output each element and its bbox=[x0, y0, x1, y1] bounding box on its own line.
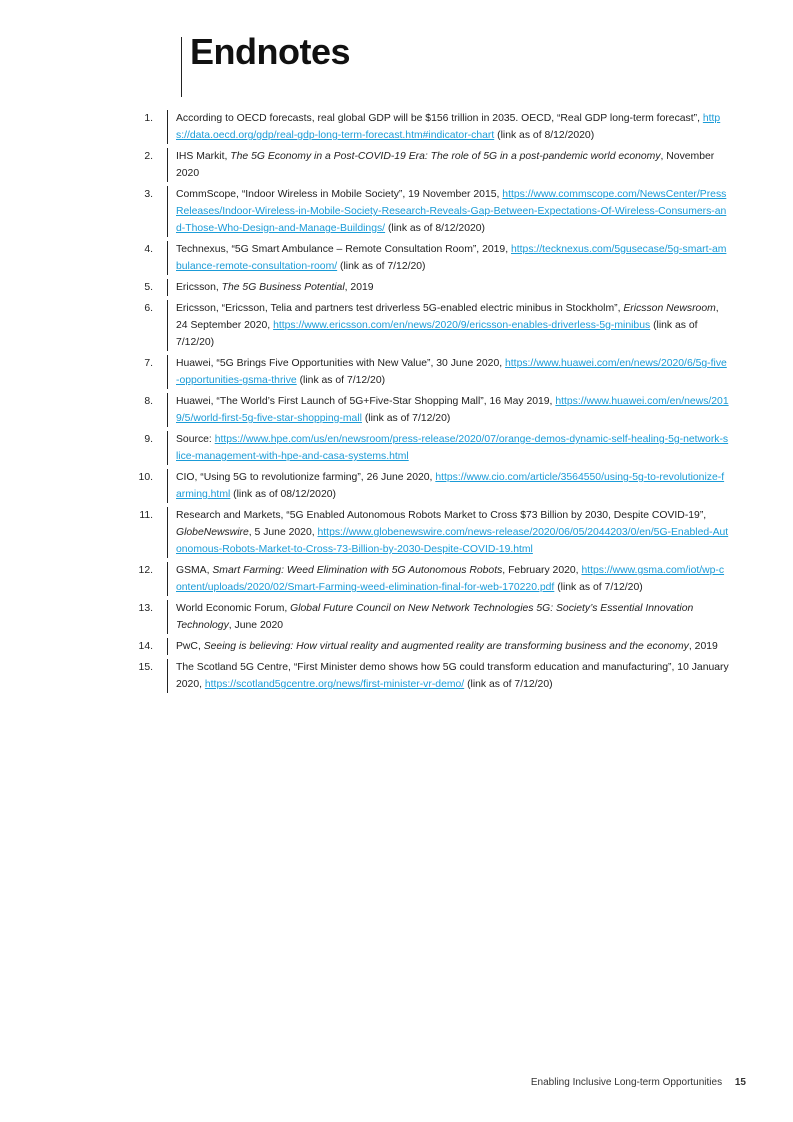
endnote-text bbox=[167, 600, 729, 634]
endnote-text bbox=[167, 355, 729, 389]
endnote-title: The 5G Economy in a Post-COVID-19 Era: The role of 5G in a post-pandemic world economy bbox=[230, 151, 661, 162]
endnote-number: 2. bbox=[144, 151, 153, 162]
endnote-number: 1. bbox=[144, 113, 153, 124]
endnote-link[interactable]: https://scotland5gcentre.org/news/first-minister-vr-demo/ bbox=[204, 679, 465, 690]
endnote-text-segment: Ericsson, bbox=[176, 282, 222, 293]
endnote-item bbox=[0, 241, 793, 275]
endnote-item bbox=[0, 186, 793, 237]
endnote-item bbox=[0, 300, 793, 351]
endnote-text-segment: Huawei, “The World’s First Launch of 5G+Five-Star Shopping Mall”, 16 May 2019, bbox=[176, 396, 556, 407]
endnote-text-segment: , February 2020, bbox=[502, 565, 582, 576]
endnote-text-segment: (link as of 08/12/2020) bbox=[230, 489, 336, 500]
endnote-number: 8. bbox=[144, 396, 153, 407]
endnote-number: 5. bbox=[144, 282, 153, 293]
endnote-link[interactable]: https://www.commscope.com/NewsCenter/PressReleases/Indoor-Wireless-in-Mobile-Society-Research-Reveals-Gap-Between-Expectations-Of-Wireless-Consumers-and-Those-Who-Design-and-Manage-Buildings/ bbox=[176, 189, 727, 234]
endnote-text-segment: GSMA, bbox=[176, 565, 213, 576]
endnote-number: 7. bbox=[144, 358, 153, 369]
endnote-text-segment: Source: bbox=[176, 434, 215, 445]
endnote-text-segment: (link as of 7/12/20) bbox=[554, 582, 643, 593]
endnote-item bbox=[0, 507, 793, 558]
endnote-item bbox=[0, 393, 793, 427]
endnote-link[interactable]: https://data.oecd.org/gdp/real-gdp-long-term-forecast.htm#indicator-chart bbox=[176, 113, 721, 141]
endnote-item bbox=[0, 659, 793, 693]
endnote-title: The 5G Business Potential bbox=[221, 282, 345, 293]
endnote-text bbox=[167, 562, 729, 596]
endnote-text-segment: (link as of 8/12/2020) bbox=[494, 130, 595, 141]
endnote-item bbox=[0, 110, 793, 144]
endnote-number: 4. bbox=[144, 244, 153, 255]
endnote-text-segment: Research and Markets, “5G Enabled Autonomous Robots Market to Cross $73 Billion by 2030, Despite COVID-19”, bbox=[176, 510, 707, 521]
endnote-number: 14. bbox=[138, 641, 153, 652]
endnote-title: Global Future Council on New Network Technologies 5G: Society’s Essential Innovation Technology bbox=[176, 603, 694, 631]
endnote-item bbox=[0, 431, 793, 465]
endnote-number: 3. bbox=[144, 189, 153, 200]
endnote-text-segment: (link as of 8/12/2020) bbox=[385, 223, 486, 234]
endnote-link[interactable]: https://www.huawei.com/en/news/2020/6/5g-five-opportunities-gsma-thrive bbox=[176, 358, 727, 386]
endnote-text-segment: , 2019 bbox=[688, 641, 718, 652]
endnote-number: 6. bbox=[144, 303, 153, 314]
endnote-item bbox=[0, 562, 793, 596]
endnote-text-segment: CIO, “Using 5G to revolutionize farming”, 26 June 2020, bbox=[176, 472, 436, 483]
endnote-text-segment: , 2019 bbox=[344, 282, 374, 293]
endnote-title: Smart Farming: Weed Elimination with 5G Autonomous Robots bbox=[212, 565, 503, 576]
endnote-number: 13. bbox=[138, 603, 153, 614]
endnote-link[interactable]: https://www.huawei.com/en/news/2019/5/world-first-5g-five-star-shopping-mall bbox=[176, 396, 729, 424]
endnote-link[interactable]: https://www.globenewswire.com/news-release/2020/06/05/2044203/0/en/5G-Enabled-Autonomous-Robots-Market-to-Cross-73-Billion-by-2030-Despite-COVID-19.html bbox=[176, 527, 729, 555]
page-footer bbox=[531, 1077, 746, 1088]
endnote-text-segment: CommScope, “Indoor Wireless in Mobile Society”, 19 November 2015, bbox=[176, 189, 503, 200]
endnote-link[interactable]: https://www.cio.com/article/3564550/using-5g-to-revolutionize-farming.html bbox=[176, 472, 725, 500]
endnote-text bbox=[167, 110, 729, 144]
endnote-text-segment: Ericsson, “Ericsson, Telia and partners test driverless 5G-enabled electric minibus in Stockholm”, bbox=[176, 303, 624, 314]
footer-text: Enabling Inclusive Long-term Opportunities bbox=[530, 1077, 723, 1088]
endnote-text-segment: Technexus, “5G Smart Ambulance – Remote Consultation Room”, 2019, bbox=[176, 244, 511, 255]
endnote-text-segment: , November 2020 bbox=[176, 151, 715, 179]
endnote-text bbox=[167, 507, 729, 558]
endnote-number: 15. bbox=[138, 662, 153, 673]
endnote-item bbox=[0, 600, 793, 634]
endnote-number: 11. bbox=[139, 510, 153, 521]
endnote-text-segment: (link as of 7/12/20) bbox=[296, 375, 386, 386]
endnote-text bbox=[167, 148, 729, 182]
endnote-text bbox=[167, 241, 729, 275]
endnote-text bbox=[167, 659, 729, 693]
endnote-text-segment: (link as of 7/12/20) bbox=[361, 413, 451, 424]
endnote-text-segment: , 5 June 2020, bbox=[248, 527, 318, 538]
endnote-text-segment: World Economic Forum, bbox=[176, 603, 291, 614]
endnote-item bbox=[0, 355, 793, 389]
endnote-text-segment: According to OECD forecasts, real global GDP will be $156 trillion in 2035. OECD, “Real GDP long-term forecast”, bbox=[176, 113, 703, 124]
endnote-text-segment: (link as of 7/12/20) bbox=[464, 679, 553, 690]
endnote-text bbox=[167, 300, 729, 351]
endnotes-list bbox=[0, 110, 793, 697]
endnote-number: 9. bbox=[144, 434, 153, 445]
endnote-link[interactable]: https://www.hpe.com/us/en/newsroom/press-release/2020/07/orange-demos-dynamic-self-healing-5g-network-slice-management-with-hpe-and-casa-systems.html bbox=[176, 434, 729, 462]
endnote-title: GlobeNewswire bbox=[176, 527, 249, 538]
endnote-link[interactable]: https://www.gsma.com/iot/wp-content/uploads/2020/02/Smart-Farming-weed-elimination-final-for-web-170220.pdf bbox=[176, 565, 725, 593]
page-title: Endnotes bbox=[190, 31, 351, 72]
endnote-text-segment: , June 2020 bbox=[228, 620, 284, 631]
endnote-number: 12. bbox=[138, 565, 153, 576]
endnote-item bbox=[0, 148, 793, 182]
endnote-item bbox=[0, 469, 793, 503]
endnote-text bbox=[167, 279, 729, 296]
endnote-title: Seeing is believing: How virtual reality and augmented reality are transforming business and the economy bbox=[203, 641, 689, 652]
title-rule bbox=[181, 37, 182, 97]
endnote-text bbox=[167, 638, 729, 655]
endnote-number: 10. bbox=[138, 472, 153, 483]
endnote-text-segment: PwC, bbox=[176, 641, 204, 652]
endnote-text bbox=[167, 393, 729, 427]
endnote-text-segment: Huawei, “5G Brings Five Opportunities with New Value”, 30 June 2020, bbox=[176, 358, 506, 369]
page-number: 15 bbox=[734, 1077, 746, 1088]
endnote-link[interactable]: https://www.ericsson.com/en/news/2020/9/ericsson-enables-driverless-5g-minibus bbox=[273, 320, 651, 331]
endnote-text-segment: , 24 September 2020, bbox=[176, 303, 719, 331]
endnote-item bbox=[0, 279, 793, 296]
endnote-text-segment: IHS Markit, bbox=[176, 151, 231, 162]
endnote-link[interactable]: https://tecknexus.com/5gusecase/5g-smart-ambulance-remote-consultation-room/ bbox=[176, 244, 727, 272]
endnote-text bbox=[167, 469, 729, 503]
endnote-item bbox=[0, 638, 793, 655]
endnote-text-segment: (link as of 7/12/20) bbox=[337, 261, 426, 272]
endnote-text-segment: (link as of 7/12/20) bbox=[176, 320, 698, 348]
endnote-text bbox=[167, 431, 729, 465]
endnote-text bbox=[167, 186, 729, 237]
endnote-text-segment: The Scotland 5G Centre, “First Minister demo shows how 5G could transform education and manufacturing”, 10 January 2020, bbox=[176, 662, 729, 690]
endnote-title: Ericsson Newsroom bbox=[623, 303, 716, 314]
